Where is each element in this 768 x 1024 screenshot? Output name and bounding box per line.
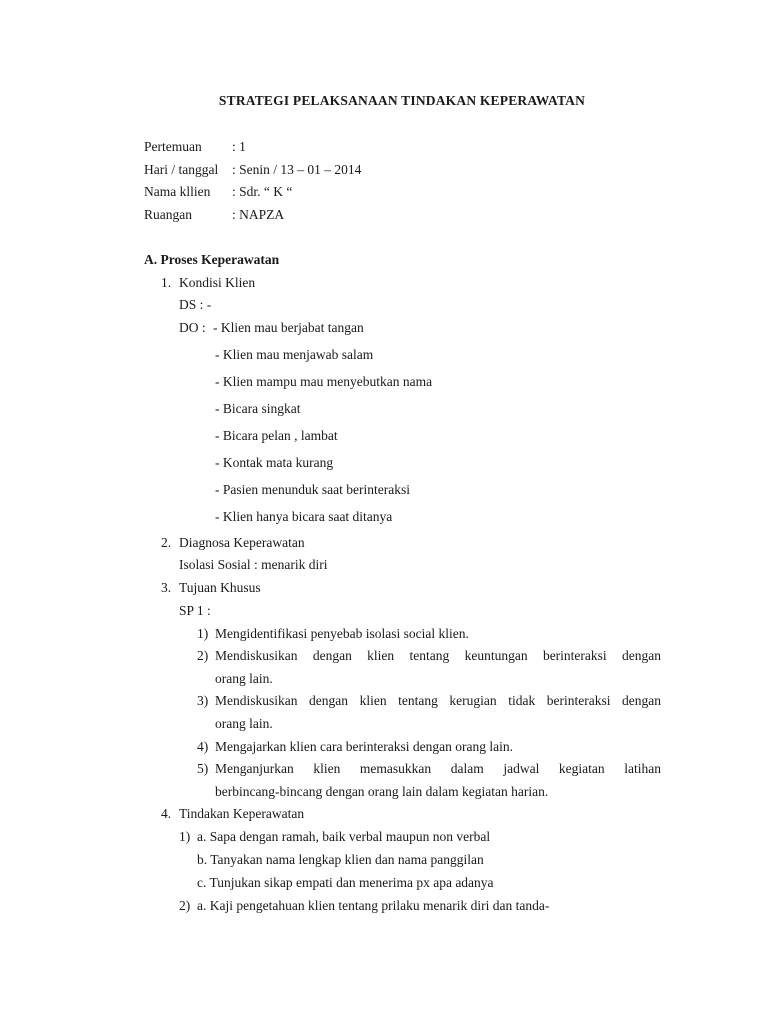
sub-number: 2) [179, 898, 191, 913]
sub-number: 3) [197, 693, 209, 708]
info-value-nama: : Sdr. “ K “ [232, 184, 293, 199]
sub-number: 5) [197, 761, 209, 776]
info-label-nama: Nama kllien [144, 184, 211, 199]
tujuan-item-cont: berbincang-bincang dengan orang lain dalam kegiatan harian. [215, 784, 549, 799]
tujuan-item: Mendiskusikan dengan klien tentang kerugian tidak berinteraksi dengan [215, 693, 661, 708]
do-item: - Bicara singkat [215, 401, 301, 416]
do-item: - Pasien menunduk saat berinteraksi [215, 482, 410, 497]
diagnosa-title: Diagnosa Keperawatan [179, 535, 305, 550]
info-value-tanggal: : Senin / 13 – 01 – 2014 [232, 162, 362, 177]
diagnosa-text: Isolasi Sosial : menarik diri [179, 557, 328, 572]
info-label-tanggal: Hari / tanggal [144, 162, 219, 177]
tujuan-item: Mengidentifikasi penyebab isolasi social klien. [215, 626, 469, 641]
tindakan-item: b. Tanyakan nama lengkap klien dan nama panggilan [197, 852, 484, 867]
sub-number: 2) [197, 648, 209, 663]
tindakan-title: Tindakan Keperawatan [179, 806, 305, 821]
do-item: - Klien mau berjabat tangan [213, 320, 364, 335]
list-number: 2. [161, 535, 172, 550]
sub-number: 1) [197, 626, 209, 641]
info-label-ruangan: Ruangan [144, 207, 192, 222]
info-value-pertemuan: : 1 [232, 139, 246, 154]
do-item: - Klien mampu mau menyebutkan nama [215, 374, 433, 389]
page-title: STRATEGI PELAKSANAAN TINDAKAN KEPERAWATAN [218, 93, 586, 108]
section-heading: A. Proses Keperawatan [144, 252, 280, 267]
tujuan-item: Mendiskusikan dengan klien tentang keuntungan berinteraksi dengan [215, 648, 661, 663]
tindakan-item: a. Sapa dengan ramah, baik verbal maupun non verbal [197, 829, 491, 844]
sub-number: 1) [179, 829, 191, 844]
tujuan-item: Mengajarkan klien cara berinteraksi dengan orang lain. [215, 739, 513, 754]
do-label: DO : [179, 320, 206, 335]
sub-number: 4) [197, 739, 209, 754]
tindakan-item: c. Tunjukan sikap empati dan menerima px apa adanya [197, 875, 494, 890]
tujuan-item: Menganjurkan klien memasukkan dalam jadwal kegiatan latihan [215, 761, 661, 776]
info-value-ruangan: : NAPZA [232, 207, 285, 222]
do-item: - Klien hanya bicara saat ditanya [215, 509, 393, 524]
do-item: - Bicara pelan , lambat [215, 428, 338, 443]
kondisi-title: Kondisi Klien [179, 275, 256, 290]
list-number: 4. [161, 806, 172, 821]
tujuan-item-cont: orang lain. [215, 671, 273, 686]
tujuan-item-cont: orang lain. [215, 716, 273, 731]
do-item: - Kontak mata kurang [215, 455, 334, 470]
ds-label: DS : - [179, 297, 212, 312]
sp-label: SP 1 : [179, 603, 211, 618]
tindakan-item: a. Kaji pengetahuan klien tentang prilaku menarik diri dan tanda- [197, 898, 550, 913]
info-label-pertemuan: Pertemuan [144, 139, 202, 154]
list-number: 3. [161, 580, 172, 595]
do-item: - Klien mau menjawab salam [215, 347, 374, 362]
list-number: 1. [161, 275, 172, 290]
tujuan-title: Tujuan Khusus [179, 580, 261, 595]
